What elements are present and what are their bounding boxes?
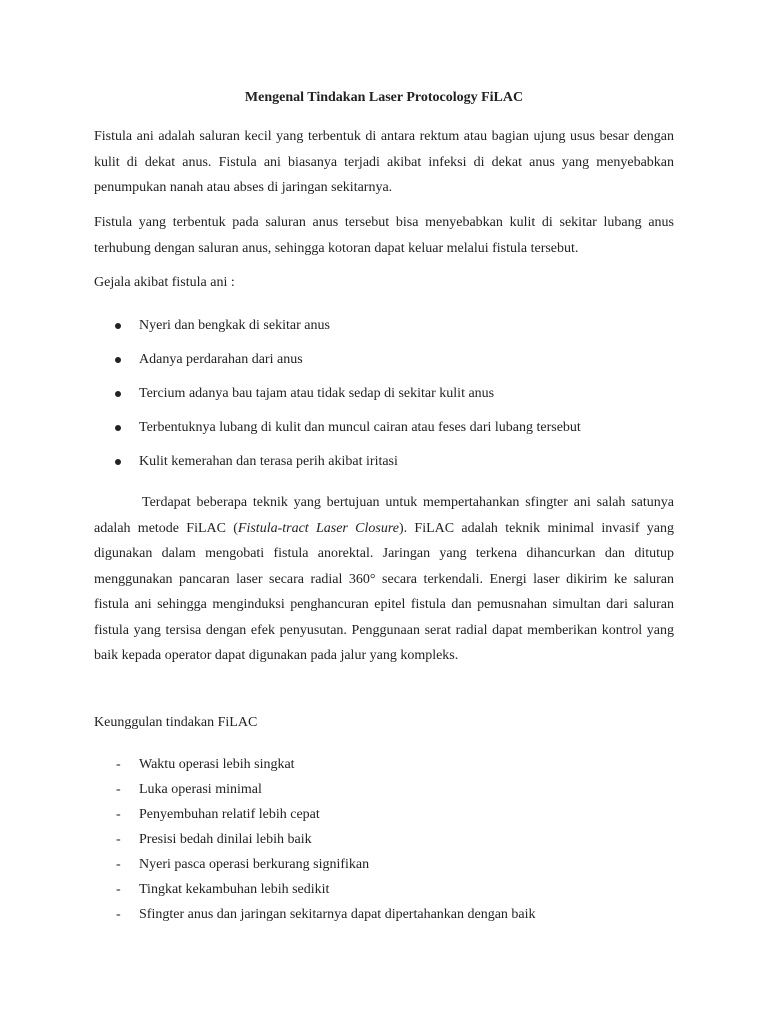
list-item — [94, 449, 674, 483]
dash-marker: - — [116, 857, 121, 872]
symptoms-heading: Gejala akibat fistula ani : — [94, 275, 235, 290]
filac-text-start: Terdapat beberapa teknik yang bertujuan untuk mempertahankan sfingter ani salah satunya adalah metode FiLAC ( — [94, 495, 674, 536]
dash-marker: - — [116, 757, 121, 772]
list-item — [94, 381, 674, 415]
list-item — [94, 752, 674, 777]
advantages-heading: Keunggulan tindakan FiLAC — [94, 715, 258, 730]
filac-full-name: Fistula-tract Laser Closure — [237, 520, 399, 536]
list-item — [94, 347, 674, 381]
list-item — [94, 852, 674, 877]
filac-text-rest: ). FiLAC adalah teknik minimal invasif yang digunakan dalam mengobati fistula anorektal. Jaringan yang terkena dihancurkan dan ditutup menggunakan pancaran laser secara radial 360° secara terkendali. Energi laser dikirim ke saluran fistula ani sehingga menginduksi penghancuran epitel fistula dan pemusnahan simultan dari saluran fistula yang tersisa dengan efek penyusutan. Penggunaan serat radial dapat memberikan kontrol yang baik kepada operator dapat digunakan pada jalur yang kompleks. — [94, 520, 675, 663]
bullet-icon — [115, 425, 121, 431]
dash-marker: - — [116, 907, 121, 922]
dash-marker: - — [116, 782, 121, 797]
document-title: Mengenal Tindakan Laser Protocology FiLAC — [244, 90, 524, 105]
paragraph-fistula-effect: Fistula yang terbentuk pada saluran anus tersebut bisa menyebabkan kulit di sekitar lubang anus terhubung dengan saluran anus, sehingga kotoran dapat keluar melalui fistula tersebut. — [94, 215, 674, 256]
list-item-text: Adanya perdarahan dari anus — [139, 352, 303, 367]
list-item — [94, 802, 674, 827]
list-item — [94, 313, 674, 347]
dash-marker: - — [116, 882, 121, 897]
symptoms-list — [94, 313, 674, 483]
advantages-list — [94, 752, 674, 927]
list-item-text: Tingkat kekambuhan lebih sedikit — [139, 882, 330, 897]
list-item-text: Luka operasi minimal — [139, 782, 262, 797]
list-item-text: Sfingter anus dan jaringan sekitarnya dapat dipertahankan dengan baik — [139, 907, 536, 922]
list-item-text: Penyembuhan relatif lebih cepat — [139, 807, 320, 822]
list-item — [94, 827, 674, 852]
list-item-text: Presisi bedah dinilai lebih baik — [139, 832, 312, 847]
list-item — [94, 902, 674, 927]
list-item — [94, 415, 674, 449]
paragraph-filac-description — [94, 490, 674, 669]
list-item — [94, 877, 674, 902]
list-item-text: Kulit kemerahan dan terasa perih akibat iritasi — [139, 454, 398, 469]
list-item-text: Nyeri pasca operasi berkurang signifikan — [139, 857, 370, 872]
list-item — [94, 777, 674, 802]
list-item-text: Terbentuknya lubang di kulit dan muncul cairan atau feses dari lubang tersebut — [139, 420, 581, 435]
bullet-icon — [115, 357, 121, 363]
bullet-icon — [115, 459, 121, 465]
list-item-text: Waktu operasi lebih singkat — [139, 757, 295, 772]
dash-marker: - — [116, 807, 121, 822]
paragraph-fistula-definition: Fistula ani adalah saluran kecil yang terbentuk di antara rektum atau bagian ujung usus besar dengan kulit di dekat anus. Fistula ani biasanya terjadi akibat infeksi di dekat anus yang menyebabkan penumpukan nanah atau abses di jaringan sekitarnya. — [94, 129, 674, 195]
bullet-icon — [115, 391, 121, 397]
bullet-icon — [115, 323, 121, 329]
list-item-text: Tercium adanya bau tajam atau tidak sedap di sekitar kulit anus — [139, 386, 495, 401]
dash-marker: - — [116, 832, 121, 847]
list-item-text: Nyeri dan bengkak di sekitar anus — [139, 318, 330, 333]
